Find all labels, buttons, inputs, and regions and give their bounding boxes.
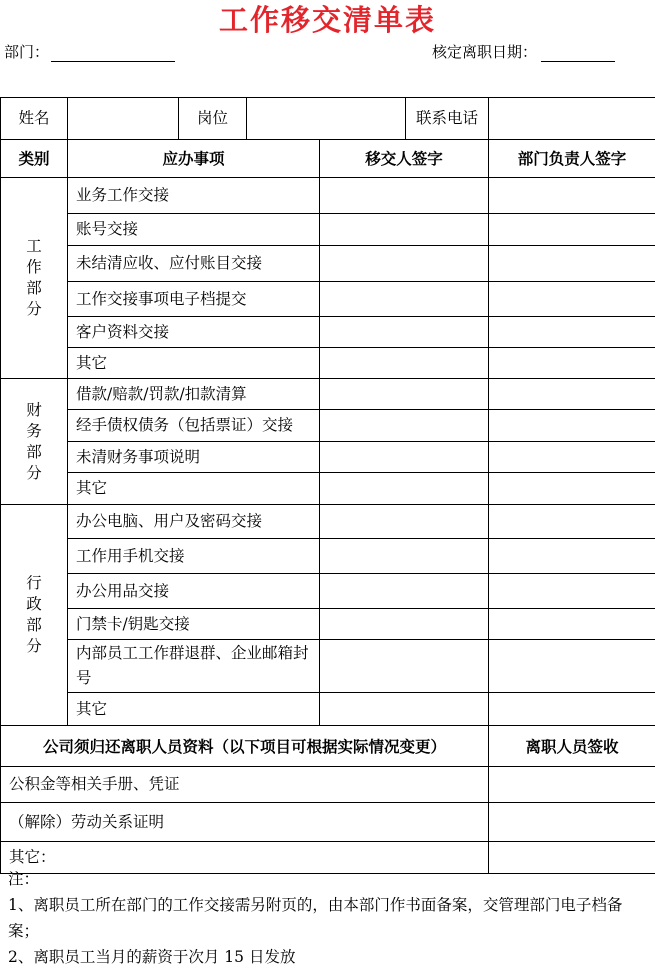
note-item: 1、离职员工所在部门的工作交接需另附页的，由本部门作书面备案，交管理部门电子档备案； (8, 892, 648, 944)
return-header: 公司须归还离职人员资料（以下项目可根据实际情况变更） (1, 726, 489, 767)
handover-sign-cell[interactable] (320, 379, 489, 410)
handover-sign-cell[interactable] (320, 442, 489, 473)
info-row (1, 98, 655, 140)
table-row (1, 178, 655, 214)
table-row (1, 410, 655, 442)
manager-sign-cell[interactable] (489, 348, 655, 379)
table-row (1, 693, 655, 726)
col-handover-sign: 移交人签字 (320, 140, 489, 178)
leave-date-blank[interactable] (541, 45, 615, 62)
table-row (1, 317, 655, 348)
phone-label: 联系电话 (406, 98, 489, 140)
col-manager-sign: 部门负责人签字 (489, 140, 655, 178)
handover-sign-cell[interactable] (320, 574, 489, 609)
col-category: 类别 (1, 140, 68, 178)
handover-sign-cell[interactable] (320, 178, 489, 214)
task-item: 账号交接 (68, 214, 320, 246)
task-item: 工作交接事项电子档提交 (68, 282, 320, 317)
return-sign-header: 离职人员签收 (489, 726, 655, 767)
manager-sign-cell[interactable] (489, 505, 655, 539)
handover-table (0, 97, 655, 874)
table-row (1, 609, 655, 640)
return-item: 其它： (1, 842, 489, 874)
table-row (1, 214, 655, 246)
task-item: 未结清应收、应付账目交接 (68, 246, 320, 282)
task-item: 其它 (68, 473, 320, 505)
handover-sign-cell[interactable] (320, 282, 489, 317)
manager-sign-cell[interactable] (489, 473, 655, 505)
handover-sign-cell[interactable] (320, 214, 489, 246)
task-item: 业务工作交接 (68, 178, 320, 214)
note-item: 2、离职员工当月的薪资于次月 15 日发放 (8, 944, 648, 970)
manager-sign-cell[interactable] (489, 693, 655, 726)
manager-sign-cell[interactable] (489, 539, 655, 574)
task-item: 其它 (68, 693, 320, 726)
col-task: 应办事项 (68, 140, 320, 178)
handover-sign-cell[interactable] (320, 609, 489, 640)
manager-sign-cell[interactable] (489, 379, 655, 410)
table-row (1, 348, 655, 379)
task-item: 未清财务事项说明 (68, 442, 320, 473)
handover-sign-cell[interactable] (320, 317, 489, 348)
table-row (1, 574, 655, 609)
table-row (1, 442, 655, 473)
manager-sign-cell[interactable] (489, 609, 655, 640)
table-row (1, 803, 655, 842)
task-item: 其它 (68, 348, 320, 379)
manager-sign-cell[interactable] (489, 574, 655, 609)
task-item: 办公电脑、用户及密码交接 (68, 505, 320, 539)
table-row (1, 640, 655, 693)
notes-label: 注： (8, 866, 648, 892)
phone-input-cell[interactable] (489, 98, 655, 140)
document-title: 工作移交清单表 (0, 2, 655, 38)
handover-sign-cell[interactable] (320, 693, 489, 726)
name-input-cell[interactable] (68, 98, 179, 140)
return-sign-cell[interactable] (489, 803, 655, 842)
name-label: 姓名 (1, 98, 68, 140)
table-row (1, 282, 655, 317)
section-label-finance: 财 务 部 分 (1, 379, 68, 505)
return-item: 公积金等相关手册、凭证 (1, 767, 489, 803)
column-header-row (1, 140, 655, 178)
table-row (1, 539, 655, 574)
manager-sign-cell[interactable] (489, 410, 655, 442)
handover-sign-cell[interactable] (320, 410, 489, 442)
table-row (1, 505, 655, 539)
leave-date-field (432, 42, 615, 62)
task-item: 办公用品交接 (68, 574, 320, 609)
table-row (1, 379, 655, 410)
task-item: 内部员工工作群退群、企业邮箱封号 (68, 640, 320, 693)
handover-sign-cell[interactable] (320, 246, 489, 282)
task-item: 借款/赔款/罚款/扣款清算 (68, 379, 320, 410)
table-row (1, 767, 655, 803)
section-label-work: 工 作 部 分 (1, 178, 68, 379)
manager-sign-cell[interactable] (489, 214, 655, 246)
department-field (4, 42, 175, 62)
table-row (1, 246, 655, 282)
notes (8, 866, 648, 970)
handover-sign-cell[interactable] (320, 539, 489, 574)
manager-sign-cell[interactable] (489, 317, 655, 348)
task-item: 工作用手机交接 (68, 539, 320, 574)
leave-date-label: 核定离职日期： (432, 43, 537, 61)
department-label: 部门： (4, 43, 49, 61)
return-header-row (1, 726, 655, 767)
position-input-cell[interactable] (247, 98, 406, 140)
manager-sign-cell[interactable] (489, 282, 655, 317)
manager-sign-cell[interactable] (489, 442, 655, 473)
section-label-admin: 行 政 部 分 (1, 505, 68, 726)
handover-sign-cell[interactable] (320, 505, 489, 539)
position-label: 岗位 (179, 98, 247, 140)
table-row (1, 473, 655, 505)
handover-sign-cell[interactable] (320, 640, 489, 693)
return-item: （解除）劳动关系证明 (1, 803, 489, 842)
manager-sign-cell[interactable] (489, 246, 655, 282)
return-sign-cell[interactable] (489, 767, 655, 803)
task-item: 门禁卡/钥匙交接 (68, 609, 320, 640)
handover-sign-cell[interactable] (320, 348, 489, 379)
manager-sign-cell[interactable] (489, 640, 655, 693)
handover-sign-cell[interactable] (320, 473, 489, 505)
manager-sign-cell[interactable] (489, 178, 655, 214)
task-item: 客户资料交接 (68, 317, 320, 348)
department-blank[interactable] (51, 45, 175, 62)
task-item: 经手债权债务（包括票证）交接 (68, 410, 320, 442)
